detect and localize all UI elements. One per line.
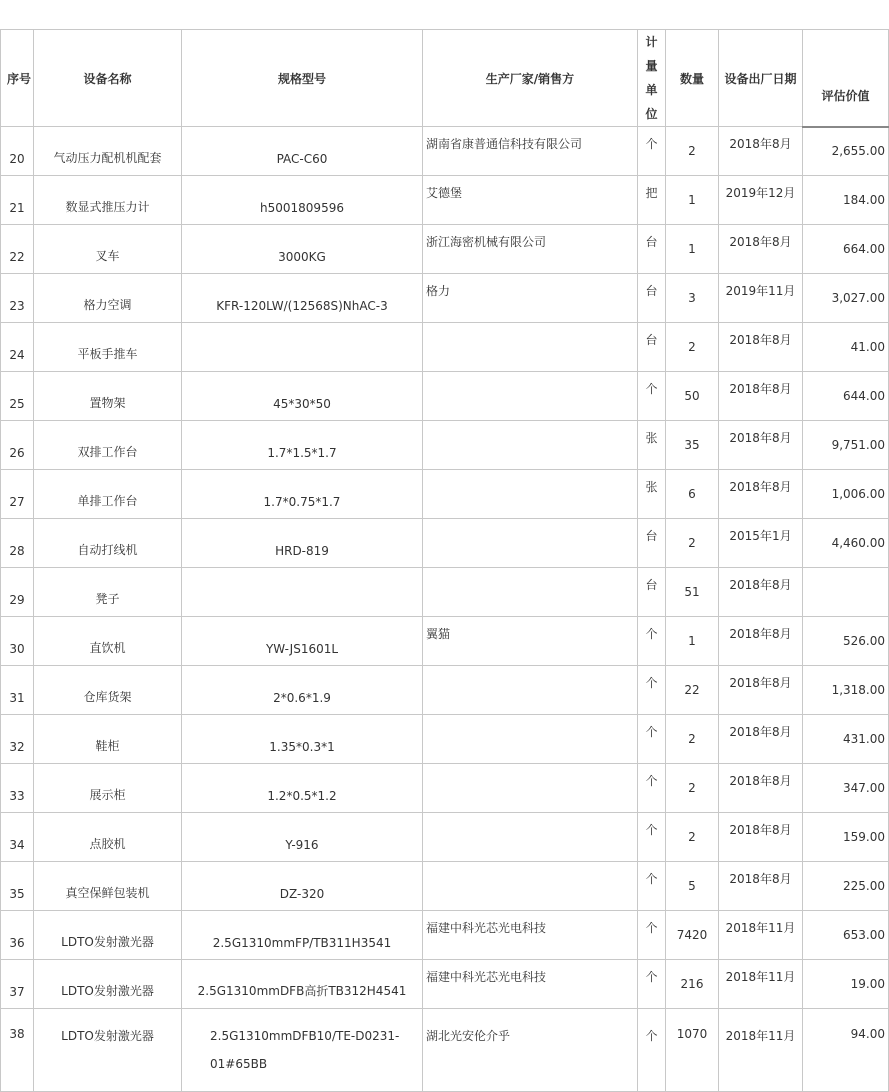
cell-manufacturer: 福建中科光芯光电科技 (423, 911, 638, 960)
table-row (1, 372, 889, 421)
header-unit-line1: 计量 (645, 35, 658, 73)
cell-unit: 台 (638, 225, 666, 274)
cell-date: 2019年12月 (719, 176, 803, 225)
cell-spec: h5001809596 (182, 176, 423, 225)
header-seq: 序号 (1, 30, 34, 127)
cell-manufacturer: 艾德堡 (423, 176, 638, 225)
cell-name: 单排工作台 (34, 470, 182, 519)
cell-seq: 22 (1, 225, 34, 274)
header-name: 设备名称 (34, 30, 182, 127)
cell-manufacturer (423, 323, 638, 372)
cell-unit: 台 (638, 568, 666, 617)
cell-date: 2018年8月 (719, 127, 803, 176)
cell-name: 格力空调 (34, 274, 182, 323)
cell-manufacturer (423, 862, 638, 911)
cell-value: 9,751.00 (803, 421, 889, 470)
cell-value: 4,460.00 (803, 519, 889, 568)
cell-date: 2018年8月 (719, 715, 803, 764)
header-unit-line2: 单位 (645, 83, 658, 121)
cell-value: 19.00 (803, 960, 889, 1009)
cell-seq: 29 (1, 568, 34, 617)
cell-unit: 个 (638, 862, 666, 911)
cell-name: 真空保鲜包装机 (34, 862, 182, 911)
cell-name: 数显式推压力计 (34, 176, 182, 225)
header-date: 设备出厂日期 (719, 30, 803, 127)
cell-name: 仓库货架 (34, 666, 182, 715)
table-row (1, 911, 889, 960)
cell-spec: Y-916 (182, 813, 423, 862)
cell-qty: 6 (666, 470, 719, 519)
header-spec: 规格型号 (182, 30, 423, 127)
table-row (1, 862, 889, 911)
cell-unit: 个 (638, 617, 666, 666)
cell-date: 2018年8月 (719, 470, 803, 519)
cell-seq: 20 (1, 127, 34, 176)
table-row (1, 274, 889, 323)
cell-qty: 1 (666, 617, 719, 666)
cell-seq: 33 (1, 764, 34, 813)
cell-manufacturer: 翼猫 (423, 617, 638, 666)
cell-unit: 张 (638, 421, 666, 470)
cell-spec: YW-JS1601L (182, 617, 423, 666)
cell-spec: 2*0.6*1.9 (182, 666, 423, 715)
cell-seq: 26 (1, 421, 34, 470)
header-manufacturer: 生产厂家/销售方 (423, 30, 638, 127)
cell-qty: 2 (666, 764, 719, 813)
cell-date: 2018年8月 (719, 764, 803, 813)
cell-name: 凳子 (34, 568, 182, 617)
cell-seq: 38 (1, 1009, 34, 1092)
cell-unit: 个 (638, 372, 666, 421)
cell-date: 2019年11月 (719, 274, 803, 323)
table-body (1, 127, 889, 1092)
cell-date: 2018年8月 (719, 372, 803, 421)
cell-value: 2,655.00 (803, 127, 889, 176)
cell-manufacturer: 湖南省康普通信科技有限公司 (423, 127, 638, 176)
cell-spec: KFR-120LW/(12568S)NhAC-3 (182, 274, 423, 323)
cell-value: 159.00 (803, 813, 889, 862)
cell-spec (182, 323, 423, 372)
table-row (1, 470, 889, 519)
cell-unit: 个 (638, 960, 666, 1009)
cell-unit: 个 (638, 715, 666, 764)
cell-spec: 1.7*0.75*1.7 (182, 470, 423, 519)
cell-qty: 3 (666, 274, 719, 323)
cell-qty: 1 (666, 176, 719, 225)
cell-name: 气动压力配机机配套 (34, 127, 182, 176)
cell-date: 2018年8月 (719, 666, 803, 715)
table-row (1, 568, 889, 617)
cell-manufacturer (423, 372, 638, 421)
cell-unit: 台 (638, 519, 666, 568)
cell-date: 2018年11月 (719, 960, 803, 1009)
cell-qty: 5 (666, 862, 719, 911)
cell-date: 2018年8月 (719, 568, 803, 617)
cell-seq: 21 (1, 176, 34, 225)
cell-manufacturer (423, 470, 638, 519)
cell-date: 2018年8月 (719, 225, 803, 274)
table-row (1, 813, 889, 862)
cell-unit: 张 (638, 470, 666, 519)
cell-manufacturer (423, 813, 638, 862)
cell-name: 置物架 (34, 372, 182, 421)
cell-spec: 2.5G1310mmFP/TB311H3541 (182, 911, 423, 960)
cell-manufacturer: 浙江海密机械有限公司 (423, 225, 638, 274)
cell-seq: 35 (1, 862, 34, 911)
cell-spec: 3000KG (182, 225, 423, 274)
table-row (1, 1009, 889, 1092)
cell-unit: 个 (638, 813, 666, 862)
cell-spec: 1.7*1.5*1.7 (182, 421, 423, 470)
header-value: 评估价值 (803, 30, 889, 127)
table-row (1, 617, 889, 666)
cell-spec: 1.2*0.5*1.2 (182, 764, 423, 813)
table-row (1, 519, 889, 568)
cell-unit: 台 (638, 323, 666, 372)
cell-qty: 1070 (666, 1009, 719, 1092)
cell-name: 双排工作台 (34, 421, 182, 470)
cell-value: 94.00 (803, 1009, 889, 1092)
cell-qty: 2 (666, 813, 719, 862)
cell-seq: 37 (1, 960, 34, 1009)
cell-value: 3,027.00 (803, 274, 889, 323)
cell-date: 2018年8月 (719, 421, 803, 470)
cell-spec: DZ-320 (182, 862, 423, 911)
cell-seq: 32 (1, 715, 34, 764)
cell-name: 叉车 (34, 225, 182, 274)
cell-qty: 22 (666, 666, 719, 715)
cell-date: 2015年1月 (719, 519, 803, 568)
table-row (1, 127, 889, 176)
cell-unit: 个 (638, 666, 666, 715)
cell-name: LDTO发射激光器 (34, 911, 182, 960)
table-row (1, 323, 889, 372)
cell-date: 2018年11月 (719, 1009, 803, 1092)
table-row (1, 225, 889, 274)
cell-name: 鞋柜 (34, 715, 182, 764)
cell-qty: 2 (666, 519, 719, 568)
cell-value (803, 568, 889, 617)
cell-spec: 2.5G1310mmDFB10/TE-D0231-01#65BB (182, 1009, 423, 1092)
cell-manufacturer (423, 568, 638, 617)
cell-qty: 35 (666, 421, 719, 470)
cell-unit: 个 (638, 1009, 666, 1092)
cell-date: 2018年11月 (719, 911, 803, 960)
cell-manufacturer (423, 764, 638, 813)
cell-manufacturer (423, 421, 638, 470)
cell-seq: 24 (1, 323, 34, 372)
cell-date: 2018年8月 (719, 617, 803, 666)
cell-spec: 45*30*50 (182, 372, 423, 421)
cell-qty: 1 (666, 225, 719, 274)
cell-value: 184.00 (803, 176, 889, 225)
cell-seq: 36 (1, 911, 34, 960)
cell-value: 653.00 (803, 911, 889, 960)
cell-spec: HRD-819 (182, 519, 423, 568)
table-row (1, 715, 889, 764)
cell-value: 644.00 (803, 372, 889, 421)
header-qty: 数量 (666, 30, 719, 127)
cell-spec: PAC-C60 (182, 127, 423, 176)
cell-manufacturer: 福建中科光芯光电科技 (423, 960, 638, 1009)
cell-manufacturer (423, 715, 638, 764)
cell-value: 431.00 (803, 715, 889, 764)
cell-name: 自动打线机 (34, 519, 182, 568)
table-row (1, 421, 889, 470)
table-row (1, 666, 889, 715)
equipment-table (0, 29, 889, 1092)
cell-name: 平板手推车 (34, 323, 182, 372)
cell-unit: 个 (638, 911, 666, 960)
cell-name: LDTO发射激光器 (34, 960, 182, 1009)
table-row (1, 960, 889, 1009)
cell-name: 直饮机 (34, 617, 182, 666)
cell-qty: 51 (666, 568, 719, 617)
cell-qty: 7420 (666, 911, 719, 960)
cell-manufacturer: 格力 (423, 274, 638, 323)
cell-value: 664.00 (803, 225, 889, 274)
cell-seq: 31 (1, 666, 34, 715)
cell-value: 526.00 (803, 617, 889, 666)
cell-value: 1,318.00 (803, 666, 889, 715)
cell-seq: 25 (1, 372, 34, 421)
cell-value: 1,006.00 (803, 470, 889, 519)
cell-seq: 34 (1, 813, 34, 862)
cell-value: 225.00 (803, 862, 889, 911)
cell-qty: 50 (666, 372, 719, 421)
cell-qty: 2 (666, 715, 719, 764)
header-unit (638, 30, 666, 127)
cell-qty: 2 (666, 323, 719, 372)
cell-spec (182, 568, 423, 617)
cell-date: 2018年8月 (719, 813, 803, 862)
cell-date: 2018年8月 (719, 862, 803, 911)
cell-value: 41.00 (803, 323, 889, 372)
cell-value: 347.00 (803, 764, 889, 813)
cell-spec: 2.5G1310mmDFB高折TB312H4541 (182, 960, 423, 1009)
cell-seq: 30 (1, 617, 34, 666)
cell-qty: 216 (666, 960, 719, 1009)
cell-manufacturer: 湖北光安伦介乎 (423, 1009, 638, 1092)
cell-manufacturer (423, 519, 638, 568)
cell-unit: 台 (638, 274, 666, 323)
table-row (1, 764, 889, 813)
table-row (1, 176, 889, 225)
cell-seq: 27 (1, 470, 34, 519)
cell-date: 2018年8月 (719, 323, 803, 372)
cell-qty: 2 (666, 127, 719, 176)
cell-name: 展示柜 (34, 764, 182, 813)
cell-spec: 1.35*0.3*1 (182, 715, 423, 764)
cell-manufacturer (423, 666, 638, 715)
cell-seq: 23 (1, 274, 34, 323)
header-row (1, 30, 889, 127)
equipment-table-container (0, 29, 889, 1092)
cell-unit: 把 (638, 176, 666, 225)
cell-seq: 28 (1, 519, 34, 568)
cell-unit: 个 (638, 764, 666, 813)
cell-name: 点胶机 (34, 813, 182, 862)
cell-name: LDTO发射激光器 (34, 1009, 182, 1092)
cell-unit: 个 (638, 127, 666, 176)
